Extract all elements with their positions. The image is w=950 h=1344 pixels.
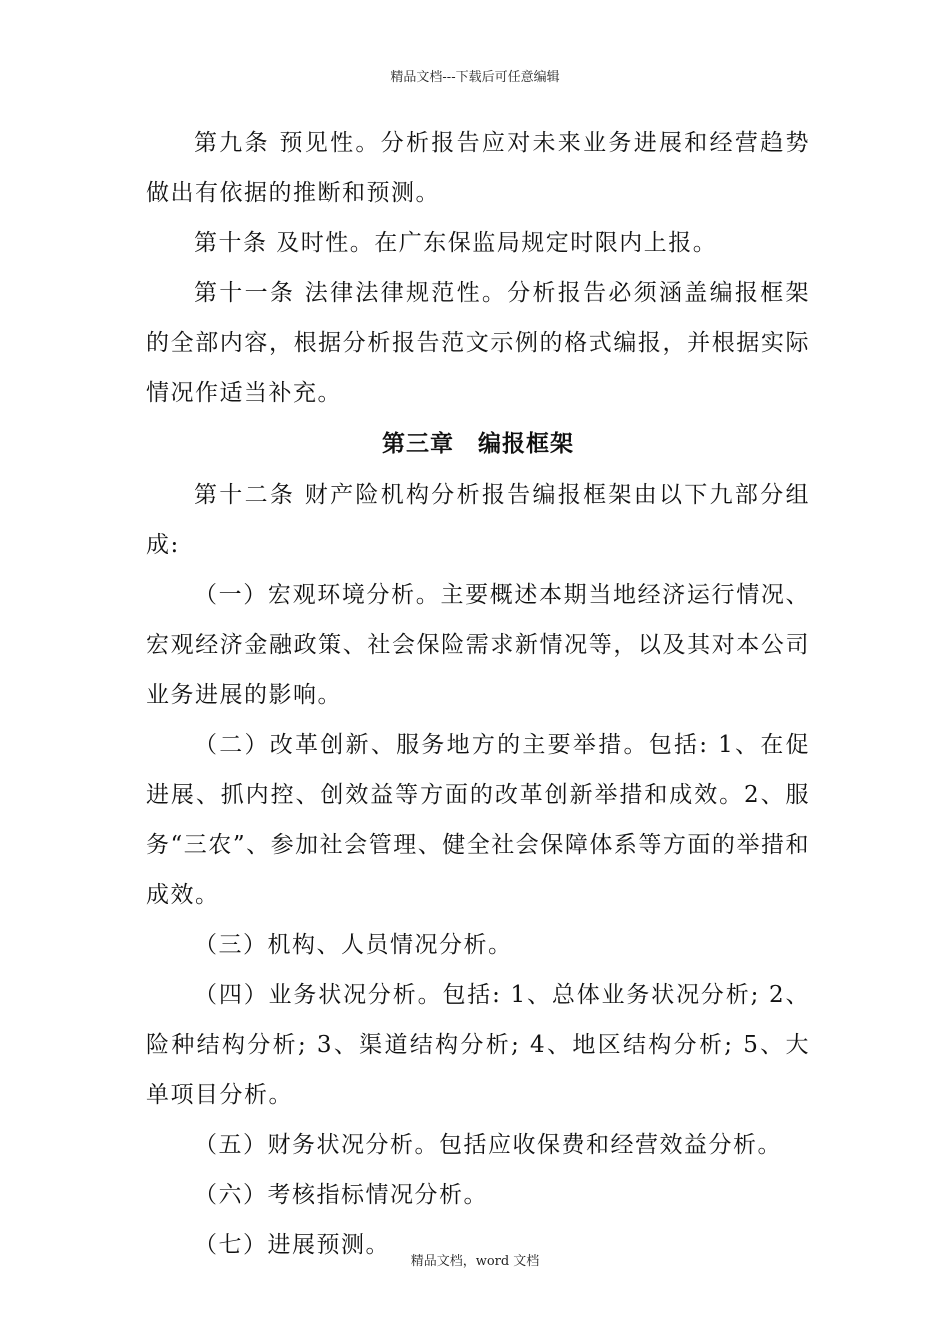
page-header: 精品文档---下载后可任意编辑	[390, 70, 560, 85]
section-2-reform-innovation: （二）改革创新、服务地方的主要举措。包括: 1、在促进展、抓内控、创效益等方面的改革创新举措和成效。2、服务“三农”、参加社会管理、健全社会保障体系等方面的举措和成效。	[146, 732, 810, 908]
article-9: 第九条 预见性。分析报告应对未来业务进展和经营趋势做出有依据的推断和预测。	[146, 130, 810, 206]
section-5-financial-status: （五）财务状况分析。包括应收保费和经营效益分析。	[194, 1132, 782, 1158]
section-7-development-forecast: （七）进展预测。	[194, 1232, 390, 1258]
document-body	[146, 118, 810, 1270]
section-4-business-status: （四）业务状况分析。包括: 1、总体业务状况分析; 2、险种结构分析; 3、渠道结构分析; 4、地区结构分析; 5、大单项目分析。	[146, 982, 810, 1108]
article-11: 第十一条 法律法律规范性。分析报告必须涵盖编报框架的全部内容，根据分析报告范文示例的格式编报，并根据实际情况作适当补充。	[146, 280, 810, 406]
section-3-institutions-personnel: （三）机构、人员情况分析。	[194, 932, 513, 958]
article-12: 第十二条 财产险机构分析报告编报框架由以下九部分组成:	[146, 482, 810, 558]
section-6-assessment-indicators: （六）考核指标情况分析。	[194, 1182, 488, 1208]
chapter-title: 第三章 编报框架	[382, 431, 574, 457]
section-1-macro-environment: （一）宏观环境分析。主要概述本期当地经济运行情况、宏观经济金融政策、社会保险需求新情况等，以及其对本公司业务进展的影响。	[146, 582, 810, 708]
page-footer: 精品文档，word 文档	[410, 1254, 540, 1269]
article-10: 第十条 及时性。在广东保监局规定时限内上报。	[194, 230, 718, 256]
